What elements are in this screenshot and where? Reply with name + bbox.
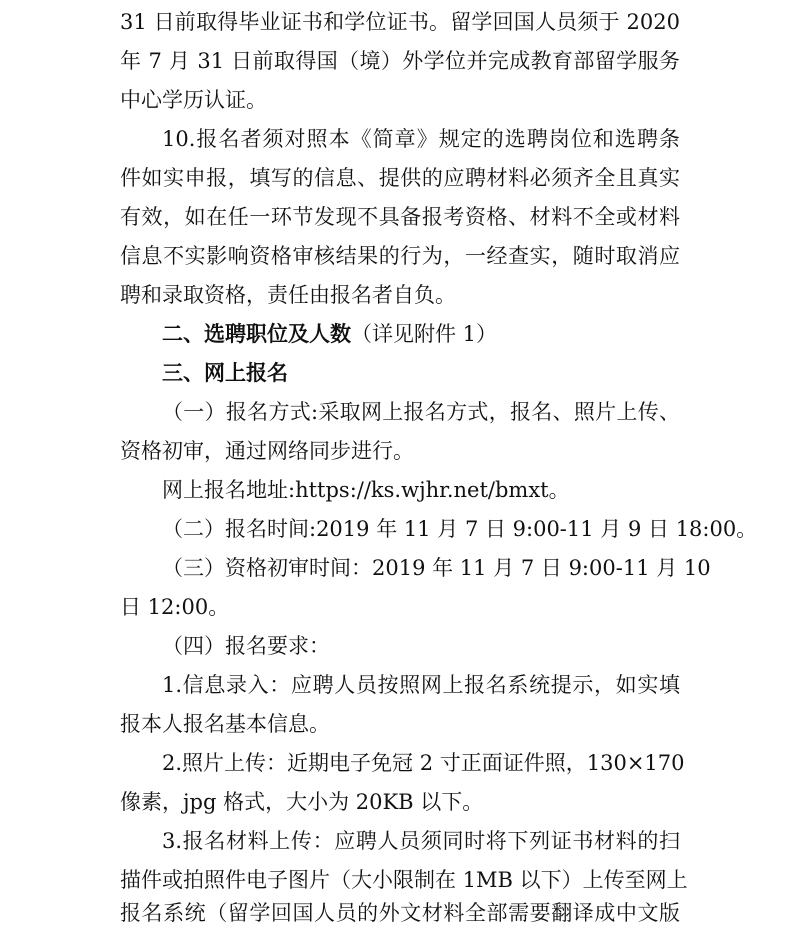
paragraph-line: 2.照片上传：近期电子免冠 2 寸正面证件照，130×170 [162, 751, 685, 775]
subsection-heading: （四）报名要求： [162, 634, 330, 658]
paragraph-line: 描件或拍照件电子图片（大小限制在 1MB 以下）上传至网上 [120, 868, 688, 892]
paragraph-line: （二）报名时间:2019 年 11 月 7 日 9:00-11 月 9 日 18:00。 [162, 517, 758, 541]
paragraph-line: 10.报名者须对照本《简章》规定的选聘岗位和选聘条 [162, 127, 680, 151]
paragraph-line: 像素，jpg 格式，大小为 20KB 以下。 [120, 790, 484, 814]
paragraph-line: 报名系统（留学回国人员的外文材料全部需要翻译成中文版 [120, 901, 680, 925]
paragraph-line: 日 12:00。 [120, 595, 230, 619]
paragraph-line: 聘和录取资格，责任由报名者自负。 [120, 283, 456, 307]
heading-text: 二、选聘职位及人数 [162, 322, 351, 346]
section-heading-2 [162, 319, 680, 349]
paragraph-line: （一）报名方式:采取网上报名方式，报名、照片上传、 [162, 400, 680, 424]
paragraph-line: 有效，如在任一环节发现不具备报考资格、材料不全或材料 [120, 205, 680, 229]
paragraph-line: 件如实申报，填写的信息、提供的应聘材料必须齐全且真实 [120, 166, 680, 190]
heading-note: （详见附件 1） [351, 322, 498, 346]
paragraph-line: 中心学历认证。 [120, 88, 267, 112]
paragraph-line: 资格初审，通过网络同步进行。 [120, 439, 414, 463]
paragraph-line: （三）资格初审时间：2019 年 11 月 7 日 9:00-11 月 10 [162, 556, 711, 580]
section-heading-3: 三、网上报名 [162, 361, 288, 385]
paragraph-line: 信息不实影响资格审核结果的行为，一经查实，随时取消应 [120, 244, 680, 268]
paragraph-line: 3.报名材料上传：应聘人员须同时将下列证书材料的扫 [162, 829, 680, 853]
paragraph-line: 1.信息录入：应聘人员按照网上报名系统提示，如实填 [162, 673, 680, 697]
paragraph-line: 报本人报名基本信息。 [120, 712, 330, 736]
paragraph-line: 年 7 月 31 日前取得国（境）外学位并完成教育部留学服务 [120, 49, 680, 73]
registration-url-line: 网上报名地址:https://ks.wjhr.net/bmxt。 [162, 478, 570, 502]
paragraph-line: 31 日前取得毕业证书和学位证书。留学回国人员须于 2020 [120, 10, 680, 34]
